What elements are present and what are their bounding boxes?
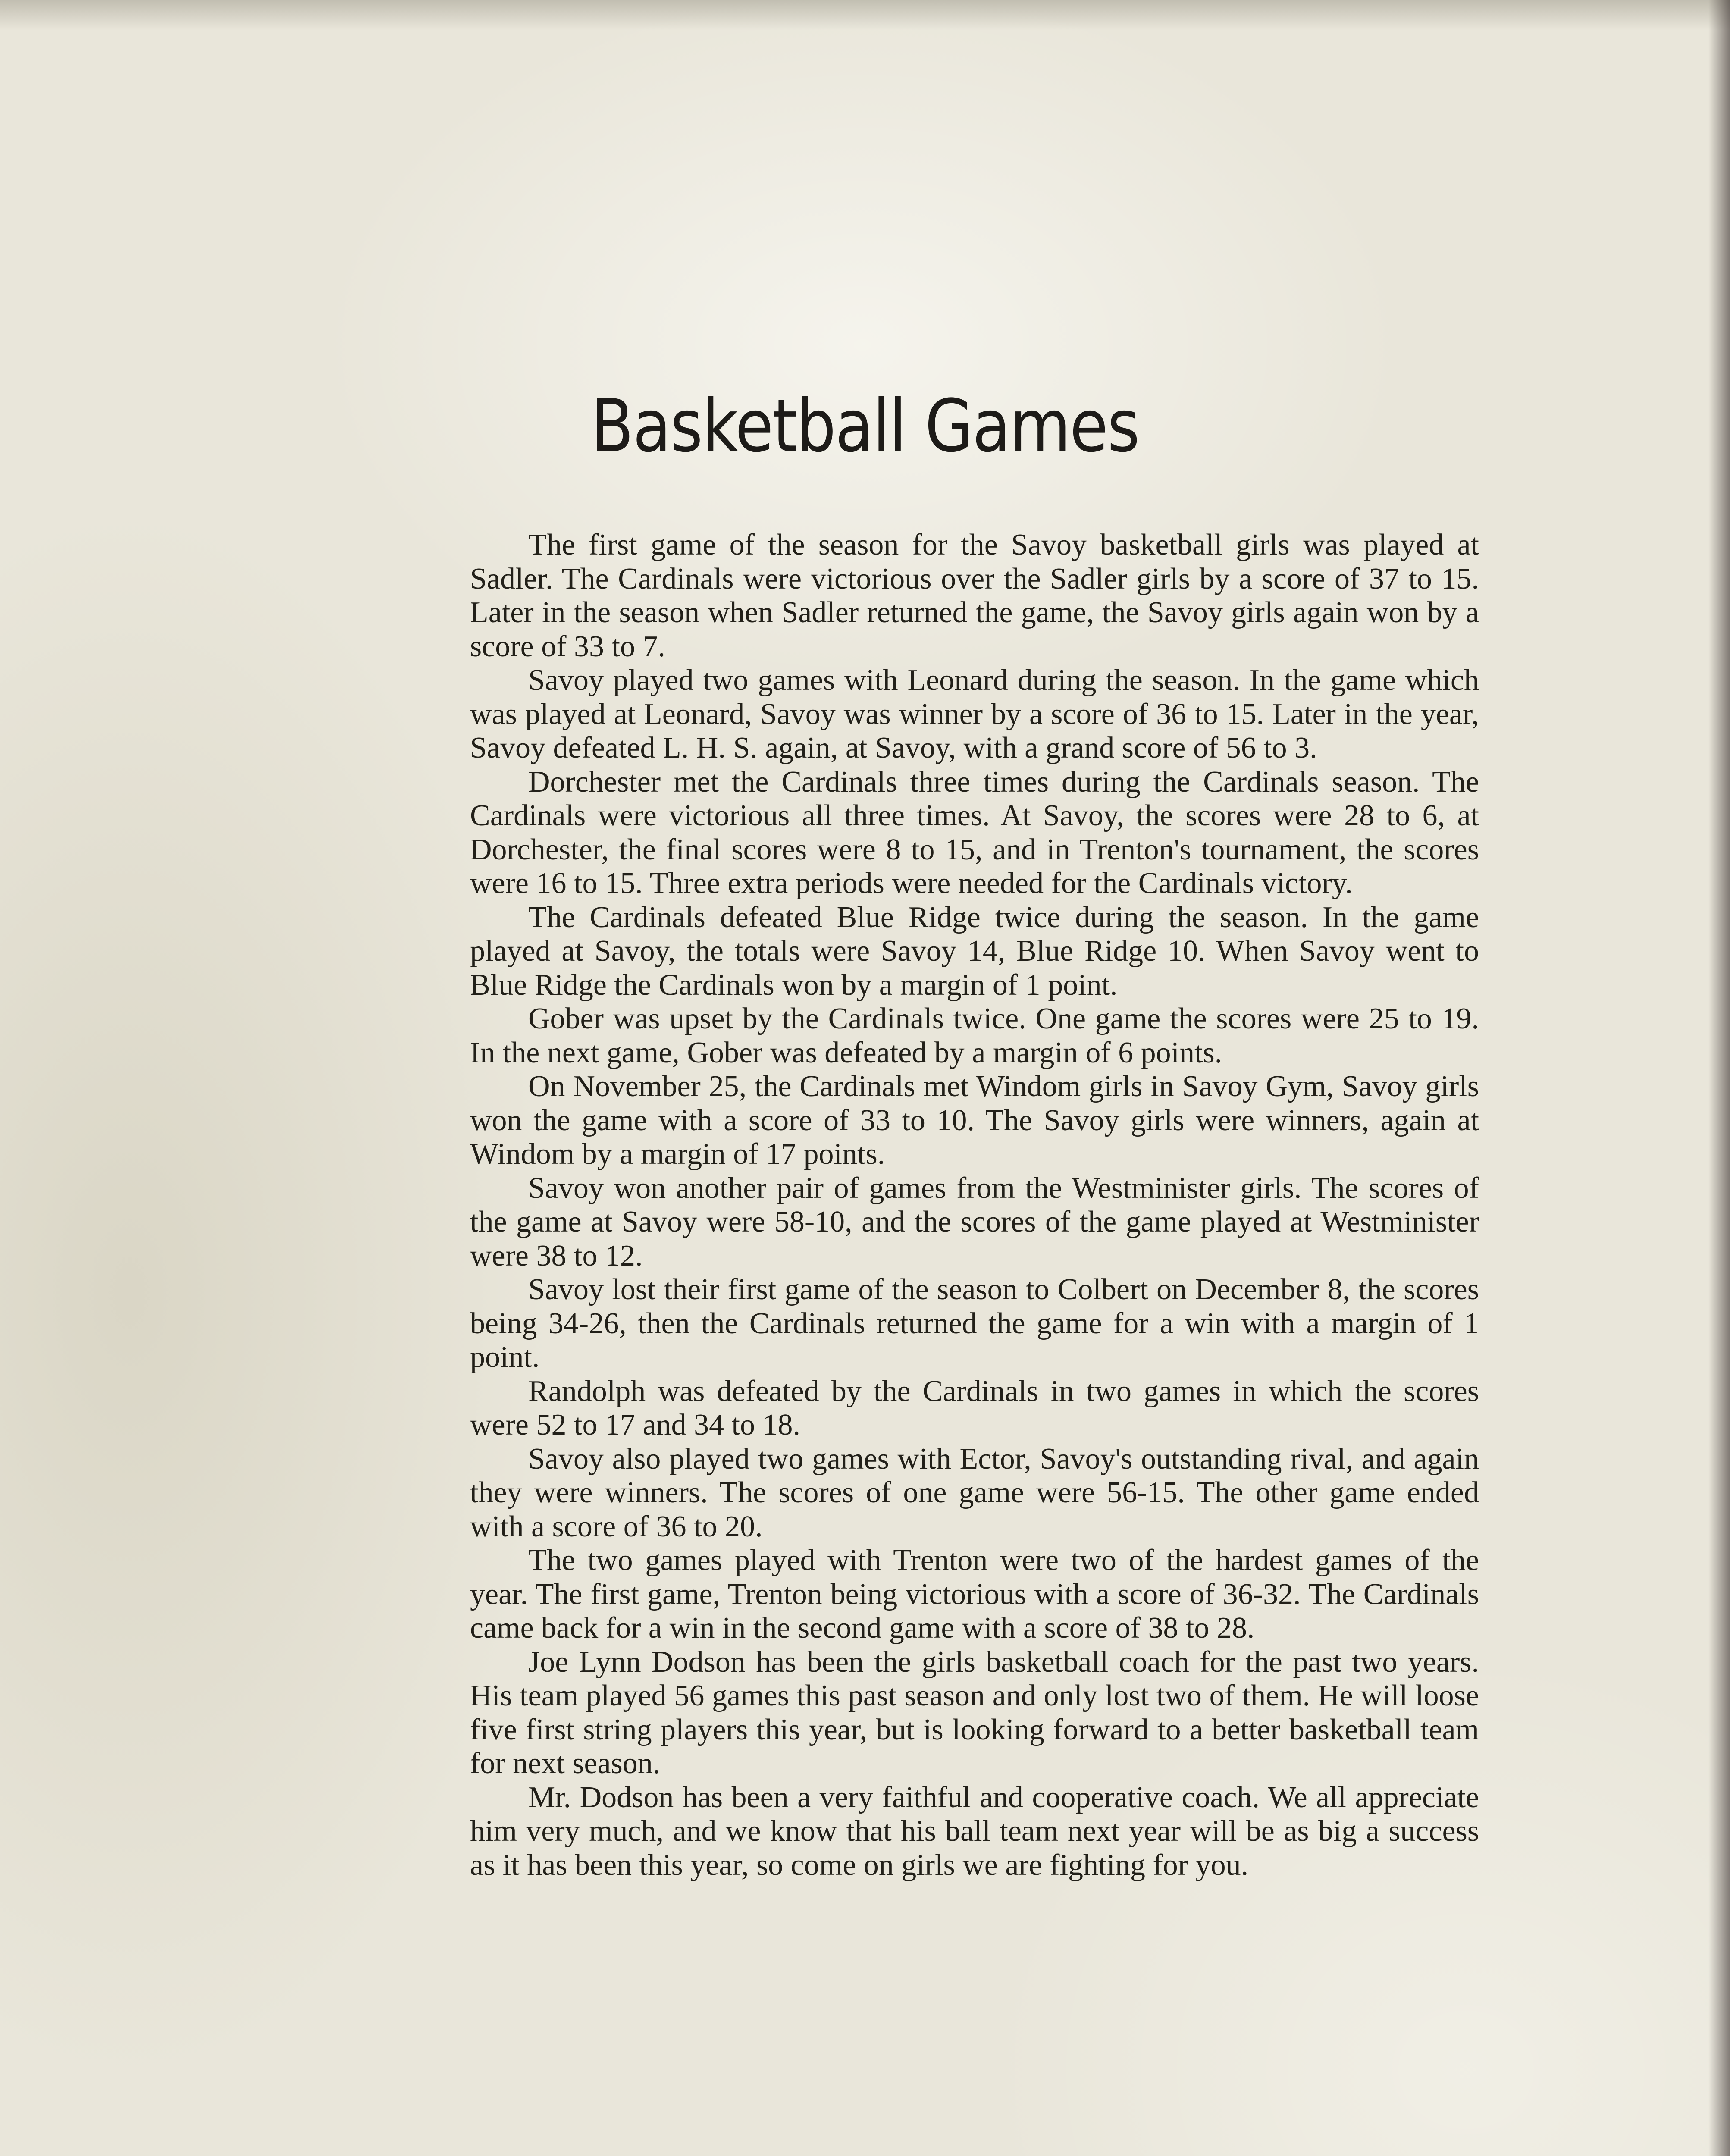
paragraph-gober: Gober was upset by the Cardinals twice. One game the scores were 25 to 19. In the next game, Gober was defeated by a margin of 6 points. xyxy=(470,1002,1479,1069)
paragraph-coach: Joe Lynn Dodson has been the girls basketball coach for the past two years. His team played 56 games this past season and only lost two of them. He will loose five first string players this year, but is looking forward to a better basketball team for next season. xyxy=(470,1645,1479,1780)
page-title: Basketball Games xyxy=(591,384,1139,468)
article-body xyxy=(470,528,1479,1882)
paragraph-dorchester: Dorchester met the Cardinals three times during the Cardinals season. The Cardinals were victorious all three times. At Savoy, the scores were 28 to 6, at Dorchester, the final scores were 8 to 15, and in Trenton's tournament, the scores were 16 to 15. Three extra periods were needed for the Cardinals victory. xyxy=(470,765,1479,900)
paragraph-closing: Mr. Dodson has been a very faithful and cooperative coach. We all appreciate him very much, and we know that his ball team next year will be as big a success as it has been this year, so come on girls we are fighting for you. xyxy=(470,1780,1479,1882)
page-right-edge xyxy=(1708,0,1730,2156)
paragraph-westminister: Savoy won another pair of games from the Westminister girls. The scores of the game at Savoy were 58-10, and the scores of the game played at Westminister were 38 to 12. xyxy=(470,1171,1479,1272)
paragraph-trenton: The two games played with Trenton were two of the hardest games of the year. The first game, Trenton being victorious with a score of 36-32. The Cardinals came back for a win in the second game with a score of 38 to 28. xyxy=(470,1544,1479,1645)
paragraph-sadler: The first game of the season for the Savoy basketball girls was played at Sadler. The Cardinals were victorious over the Sadler girls by a score of 37 to 15. Later in the season when Sadler returned the game, the Savoy girls again won by a score of 33 to 7. xyxy=(470,528,1479,663)
paragraph-randolph: Randolph was defeated by the Cardinals in two games in which the scores were 52 to 17 and 34 to 18. xyxy=(470,1374,1479,1442)
paragraph-leonard: Savoy played two games with Leonard during the season. In the game which was played at Leonard, Savoy was winner by a score of 36 to 15. Later in the year, Savoy defeated L. H. S. again, at Savoy, with a grand score of 56 to 3. xyxy=(470,664,1479,765)
paragraph-windom: On November 25, the Cardinals met Windom girls in Savoy Gym, Savoy girls won the game with a score of 33 to 10. The Savoy girls were winners, again at Windom by a margin of 17 points. xyxy=(470,1070,1479,1171)
paragraph-colbert: Savoy lost their first game of the season to Colbert on December 8, the scores being 34-26, then the Cardinals returned the game for a win with a margin of 1 point. xyxy=(470,1273,1479,1374)
page-top-shadow xyxy=(0,0,1730,30)
paragraph-blue-ridge: The Cardinals defeated Blue Ridge twice during the season. In the game played at Savoy, the totals were Savoy 14, Blue Ridge 10. When Savoy went to Blue Ridge the Cardinals won by a margin of 1 point. xyxy=(470,900,1479,1002)
paragraph-ector: Savoy also played two games with Ector, Savoy's outstanding rival, and again they were winners. The scores of one game were 56-15. The other game ended with a score of 36 to 20. xyxy=(470,1442,1479,1543)
